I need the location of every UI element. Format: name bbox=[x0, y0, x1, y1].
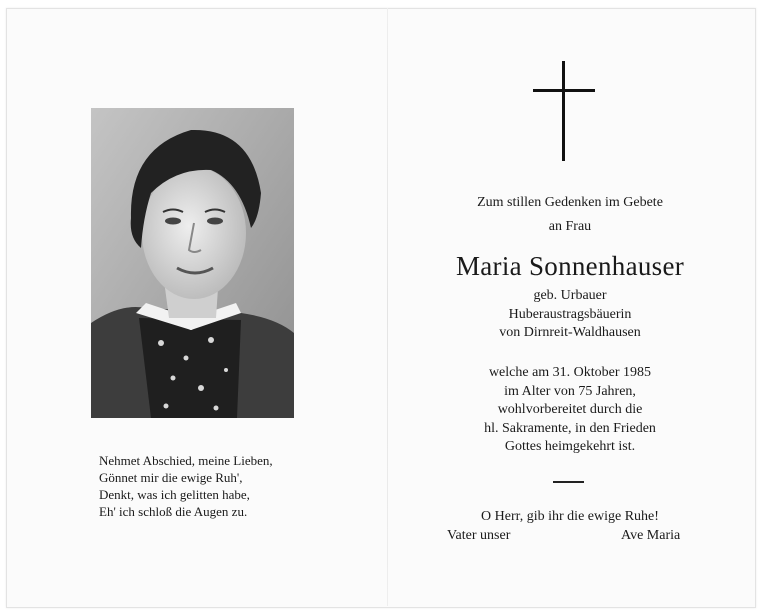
deceased-title: Huberaustragsbäuerin bbox=[508, 306, 632, 322]
portrait-image bbox=[91, 108, 294, 418]
memorial-header-line1: Zum stillen Gedenken im Gebete bbox=[477, 195, 663, 210]
memorial-header-line2: an Frau bbox=[548, 219, 592, 234]
birth-name: geb. Urbauer bbox=[533, 288, 607, 303]
deceased-origin: von Dirnreit-Waldhausen bbox=[499, 325, 641, 340]
death-notice-line: im Alter von 75 Jahren, bbox=[504, 383, 636, 399]
death-notice-line: hl. Sakramente, in den Frieden bbox=[484, 420, 656, 436]
poem-line: Nehmet Abschied, meine Lieben, bbox=[99, 453, 273, 468]
closing-prayer: O Herr, gib ihr die ewige Ruhe! bbox=[481, 509, 659, 524]
poem-line: Denkt, was ich gelitten habe, bbox=[99, 487, 250, 502]
death-notice-line: Gottes heimgekehrt ist. bbox=[504, 439, 636, 454]
separator-dash bbox=[553, 481, 584, 483]
farewell-poem bbox=[99, 452, 349, 520]
card-fold-line bbox=[387, 8, 388, 606]
portrait-photo bbox=[91, 108, 294, 418]
deceased-details bbox=[420, 287, 720, 343]
deceased-name: Maria Sonnenhauser bbox=[455, 251, 685, 281]
closing-right: Ave Maria bbox=[621, 528, 681, 543]
death-notice bbox=[420, 364, 720, 457]
death-notice-line: welche am 31. Oktober 1985 bbox=[488, 365, 652, 380]
poem-line: Gönnet mir die ewige Ruh', bbox=[99, 470, 243, 485]
poem-line: Eh' ich schloß die Augen zu. bbox=[99, 504, 248, 519]
death-notice-line: wohlvorbereitet durch die bbox=[497, 402, 643, 417]
cross-icon bbox=[533, 61, 595, 161]
closing-left: Vater unser bbox=[447, 528, 511, 543]
